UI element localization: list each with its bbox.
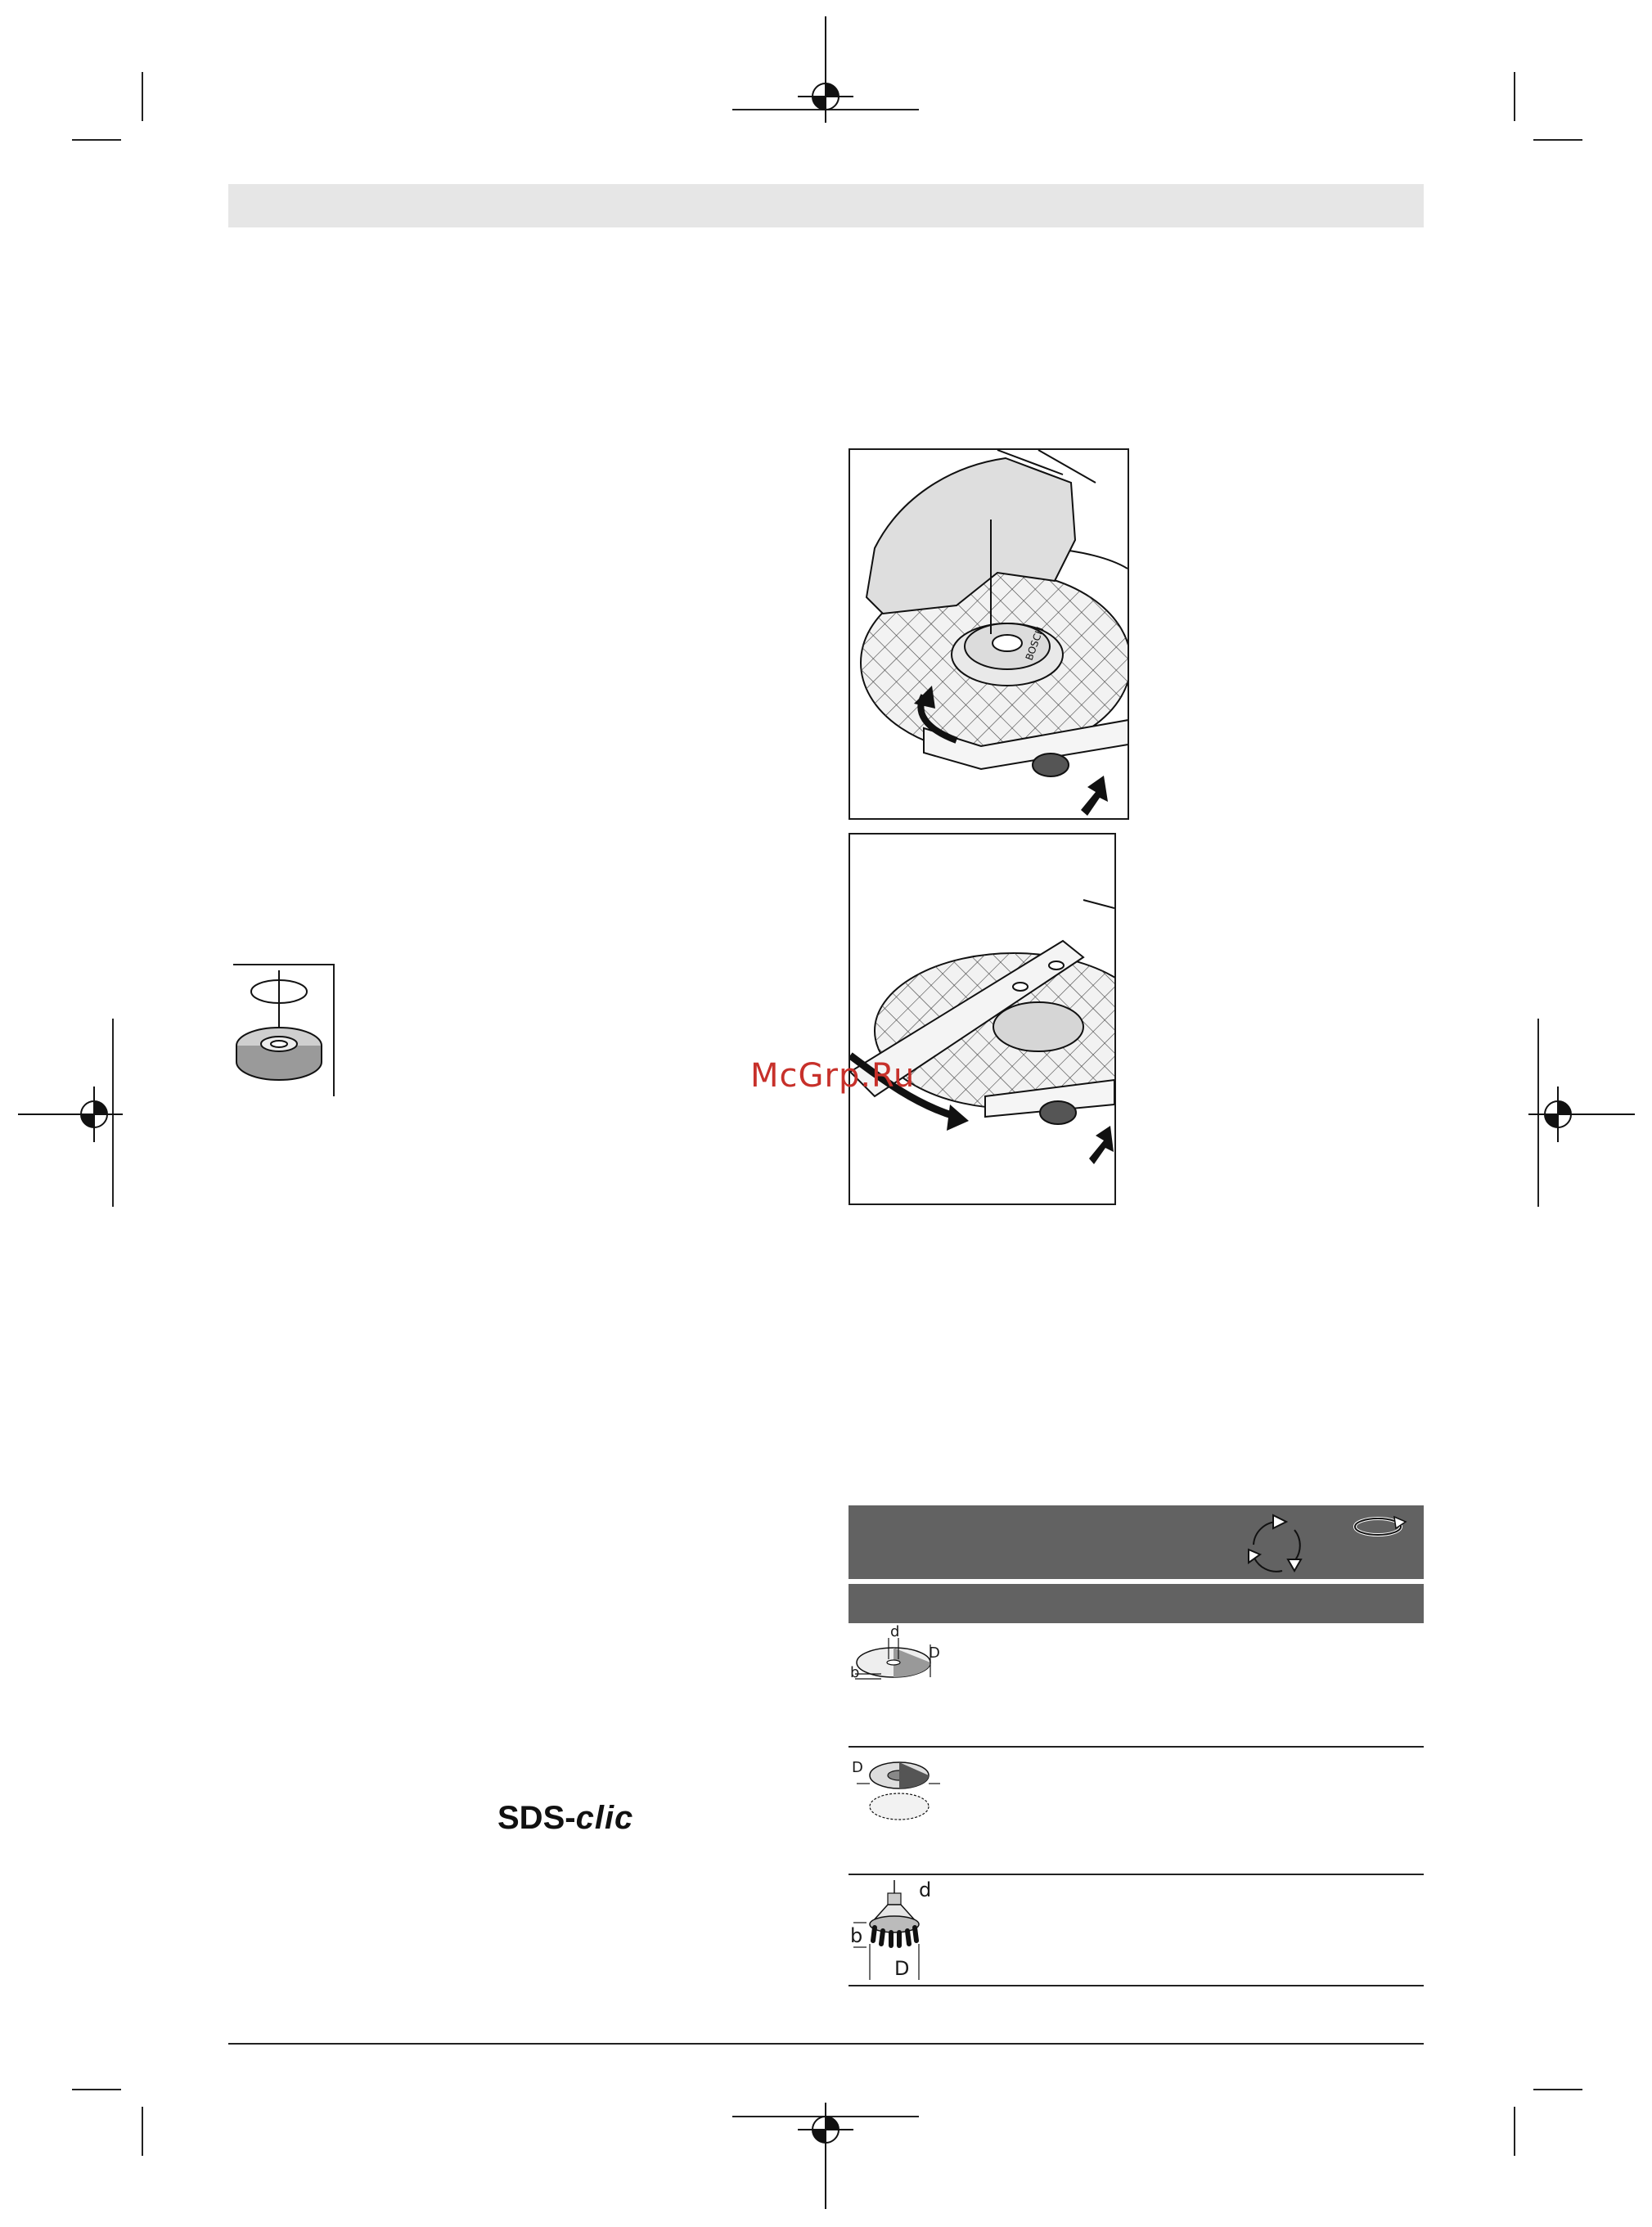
watermark: McGrp.Ru: [750, 1057, 916, 1095]
figure-disc-oring: [233, 964, 335, 1096]
label-D: D: [894, 1957, 910, 1980]
rotation-direction-icon: [1352, 1510, 1409, 1543]
flap-disc-icon: [849, 1751, 947, 1833]
tool-row-cutting-disc: [849, 1623, 1424, 1747]
figure-spanner: [849, 833, 1116, 1205]
label-D: D: [929, 1644, 940, 1662]
footer-rule: [228, 2043, 1424, 2045]
label-d: d: [919, 1878, 932, 1901]
sds-clic-logo: [497, 1800, 633, 1837]
brand-mark: BOSCH: [1023, 625, 1047, 663]
row-divider: [849, 1746, 1424, 1748]
tool-table-header: [849, 1505, 1424, 1579]
sds-clic-prefix: SDS-: [497, 1800, 576, 1836]
tool-row-cup-brush: [849, 1878, 1424, 1985]
label-b: b: [850, 1924, 863, 1947]
rotation-arrows-icon: [1237, 1514, 1319, 1579]
header-bar: [228, 184, 1424, 227]
label-b: b: [850, 1664, 860, 1681]
row-divider: [849, 1985, 1424, 1986]
row-divider: [849, 1874, 1424, 1875]
tool-table-subheader: [849, 1584, 1424, 1623]
label-d: d: [890, 1623, 900, 1640]
label-D: D: [852, 1759, 863, 1776]
sds-clic-suffix: clic: [575, 1800, 634, 1836]
tool-row-flap-disc: [849, 1751, 1424, 1874]
figure-hand-disc: [849, 448, 1129, 820]
